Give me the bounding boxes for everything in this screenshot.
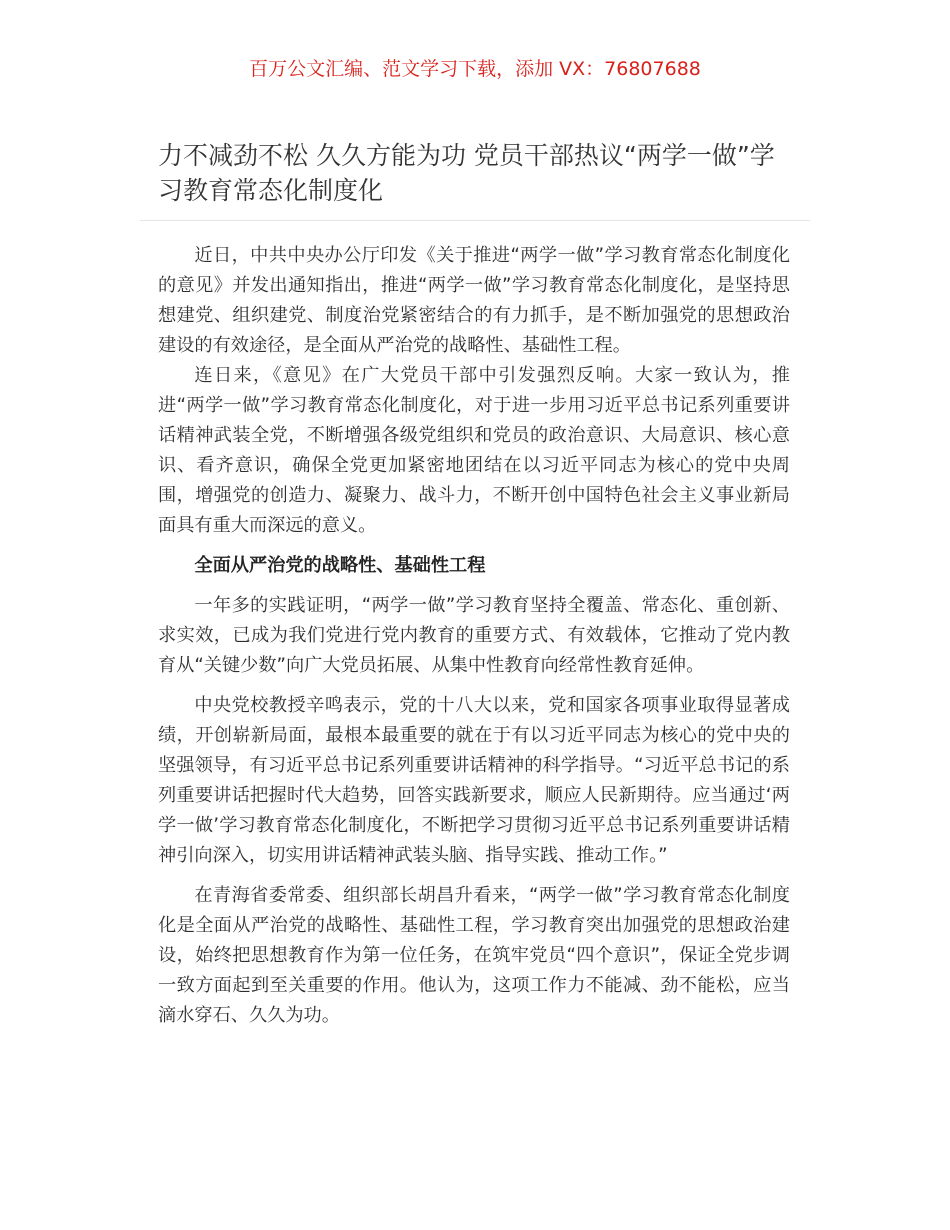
paragraph-hu-changsheng: 在青海省委常委、组织部长胡昌升看来，“两学一做”学习教育常态化制度化是全面从严治党的战略性、基础性工程，学习教育突出加强党的思想政治建设，始终把思想教育作为第一位任务，在筑牢党员“四个意识”，保证全党步调一致方面起到至关重要的作用。他认为，这项工作力不能减、劲不能松，应当滴水穿石、久久为功。: [158, 885, 790, 1026]
article-title: 力不减劲不松 久久方能为功 党员干部热议“两学一做”学习教育常态化制度化: [158, 141, 775, 205]
section-heading: 全面从严治党的战略性、基础性工程: [194, 555, 486, 576]
article-body: [158, 241, 790, 1031]
paragraph-reaction: 连日来，《意见》在广大党员干部中引发强烈反响。大家一致认为，推进“两学一做”学习教育常态化制度化，对于进一步用习近平总书记系列重要讲话精神武装全党，不断增强各级党组织和党员的政治意识、大局意识、核心意识、看齐意识，确保全党更加紧密地团结在以习近平同志为核心的党中央周围，增强党的创造力、凝聚力、战斗力，不断开创中国特色社会主义事业新局面具有重大而深远的意义。: [158, 365, 790, 536]
paragraph-practice: 一年多的实践证明，“两学一做”学习教育坚持全覆盖、常态化、重创新、求实效，已成为我们党进行党内教育的重要方式、有效载体，它推动了党内教育从“关键少数”向广大党员拓展、从集中性教育向经常性教育延伸。: [158, 595, 790, 676]
paragraph-intro: 近日，中共中央办公厅印发《关于推进“两学一做”学习教育常态化制度化的意见》并发出通知指出，推进“两学一做”学习教育常态化制度化，是坚持思想建党、组织建党、制度治党紧密结合的有力抓手，是不断加强党的思想政治建设的有效途径，是全面从严治党的战略性、基础性工程。: [158, 245, 790, 356]
title-divider: [140, 220, 810, 221]
paragraph-xin-ming: 中央党校教授辛鸣表示，党的十八大以来，党和国家各项事业取得显著成绩，开创崭新局面，最根本最重要的就在于有以习近平同志为核心的党中央的坚强领导，有习近平总书记系列重要讲话精神的科学指导。“习近平总书记的系列重要讲话把握时代大趋势，回答实践新要求，顺应人民新期待。应当通过‘两学一做’学习教育常态化制度化，不断把学习贯彻习近平总书记系列重要讲话精神引向深入，切实用讲话精神武装头脑、指导实践、推动工作。”: [158, 695, 790, 866]
download-banner: 百万公文汇编、范文学习下载，添加 VX：76807688: [249, 58, 701, 80]
